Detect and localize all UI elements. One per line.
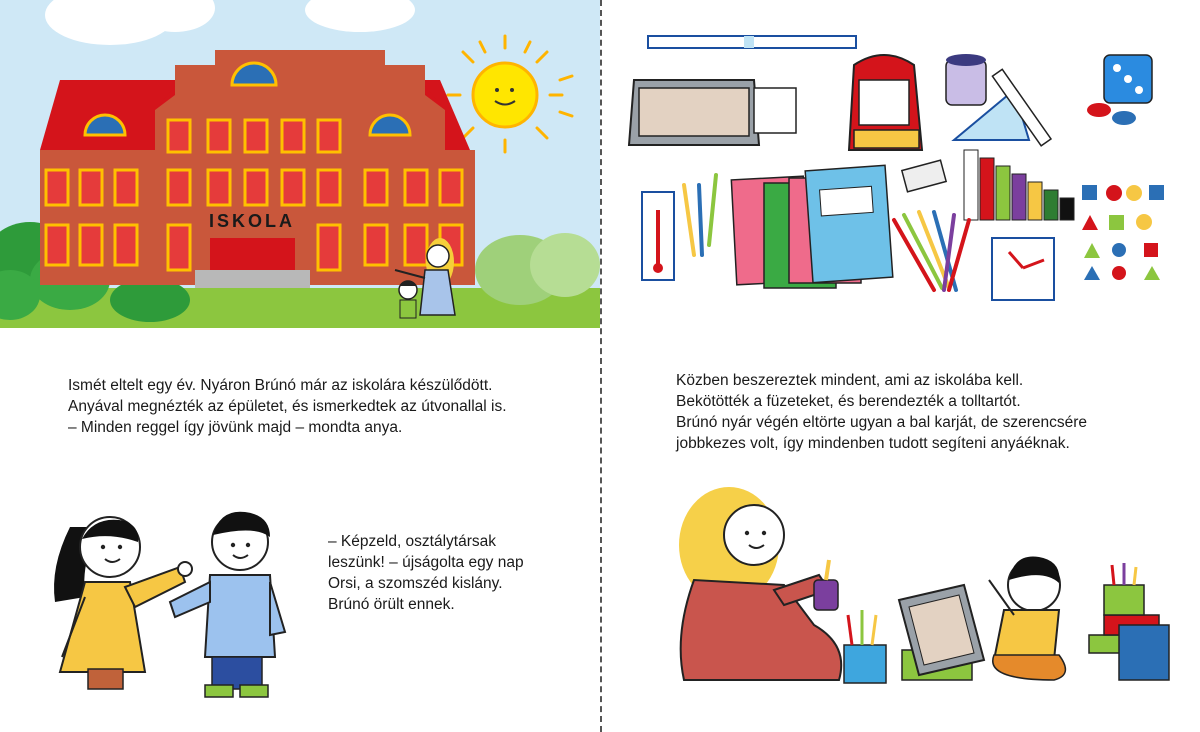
dialogue-line: leszünk! – újságolta egy nap	[328, 554, 524, 571]
school-bag-icon	[849, 55, 922, 150]
dialogue-line: Orsi, a szomszéd kislány.	[328, 575, 503, 592]
thermometer-icon	[642, 192, 674, 280]
counting-rods-icon	[964, 150, 1074, 220]
sharpener-icon	[946, 54, 986, 105]
school-building	[40, 50, 475, 288]
eraser-icon	[902, 160, 946, 192]
pencil-cup-icon	[844, 610, 886, 683]
dialogue-text	[328, 531, 588, 615]
sticks-icon	[894, 212, 969, 290]
paragraph-line: – Minden reggel így jövünk majd – mondta anya.	[68, 419, 403, 436]
dice-icon	[1087, 55, 1152, 125]
left-paragraph	[68, 375, 588, 438]
open-pencil-case-icon	[899, 585, 984, 680]
dialogue-line: – Képzeld, osztálytársak	[328, 533, 497, 550]
bruno-sitting-figure	[989, 556, 1065, 680]
right-paragraph	[676, 370, 1176, 454]
mother-figure	[679, 487, 841, 680]
paragraph-line: Közben beszereztek mindent, ami az iskolába kell.	[676, 372, 1024, 389]
school-illustration	[0, 0, 600, 330]
bruno-figure	[170, 512, 285, 697]
notebooks-icon	[731, 165, 892, 288]
school-supplies-illustration	[604, 0, 1200, 310]
paragraph-line: jobbkezes volt, így mindenben tudott segíteni anyáéknak.	[676, 435, 1070, 452]
ruler-icon	[648, 36, 856, 48]
dialogue-line: Brúnó örült ennek.	[328, 596, 455, 613]
clock-icon	[992, 238, 1054, 300]
books-and-crayons-icon	[1089, 563, 1169, 680]
pencil-case-icon	[629, 80, 796, 145]
paragraph-line: Brúnó nyár végén eltörte ugyan a bal karját, de szerencsére	[676, 414, 1087, 431]
colored-pencils-icon	[684, 175, 716, 255]
paragraph-line: Ismét eltelt egy év. Nyáron Brúnó már az iskolára készülődött.	[68, 377, 493, 394]
paragraph-line: Anyával megnézték az épületet, és ismerkedtek az útvonallal is.	[68, 398, 507, 415]
paragraph-line: Bekötötték a füzeteket, és berendezték a tolltartót.	[676, 393, 1021, 410]
book-spine-divider	[600, 0, 602, 732]
orsi-and-bruno-illustration	[40, 507, 300, 722]
right-page	[604, 0, 1200, 732]
mother-and-bruno-packing-illustration	[634, 485, 1194, 685]
shapes-icon	[1082, 185, 1164, 280]
school-sign: ISKOLA	[208, 211, 296, 231]
